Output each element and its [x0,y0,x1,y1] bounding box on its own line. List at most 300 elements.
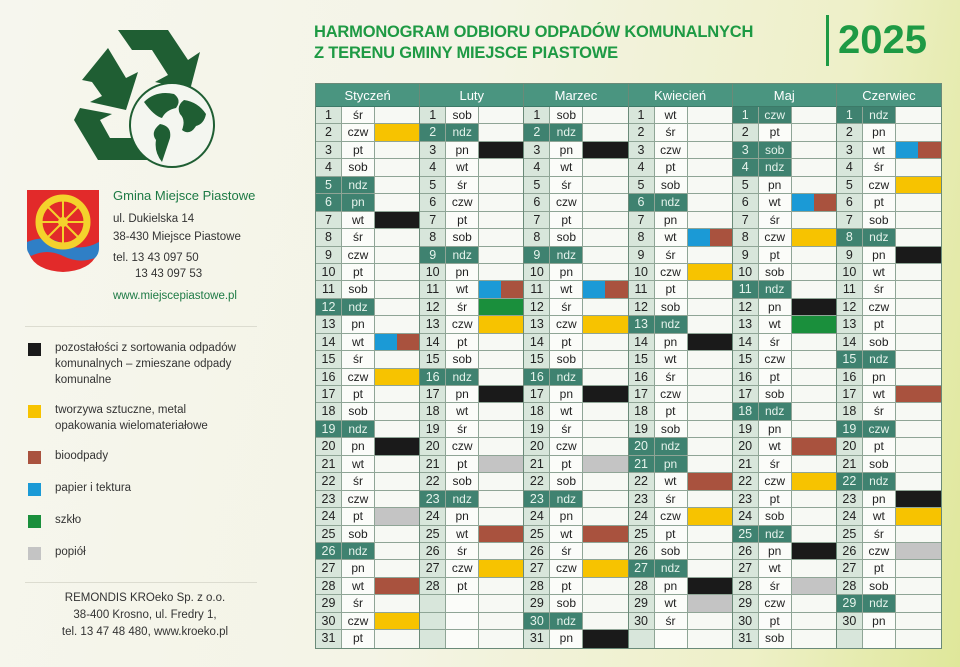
day-number: 30 [629,613,655,629]
collection-marks [583,526,627,542]
weekday: ndz [446,491,479,507]
weekday: czw [342,369,375,385]
day-row [629,630,732,647]
day-number: 4 [837,159,863,175]
collection-mark-brown-icon [397,334,419,350]
day-row [629,403,732,420]
day-row [524,456,627,473]
weekday: wt [759,438,792,454]
collection-mark-yellow-icon [583,316,627,332]
day-row [837,334,941,351]
weekday: śr [759,456,792,472]
day-row [733,421,836,438]
weekday: pt [446,212,479,228]
weekday: sob [446,229,479,245]
collection-marks [375,281,419,297]
collection-marks [375,578,419,594]
collection-marks [792,142,836,158]
collection-marks [896,369,941,385]
day-number: 14 [629,334,655,350]
collection-mark-yellow-icon [479,316,523,332]
collection-marks [792,316,836,332]
day-number: 29 [837,595,863,611]
day-row [629,334,732,351]
day-number: 11 [733,281,759,297]
weekday: ndz [863,229,896,245]
day-number: 16 [316,369,342,385]
collection-marks [583,107,627,123]
day-number: 25 [524,526,550,542]
weekday: czw [759,107,792,123]
collection-marks [583,194,627,210]
collection-marks [583,124,627,140]
day-number: 19 [316,421,342,437]
weekday: wt [655,107,688,123]
weekday: pt [550,212,583,228]
weekday: ndz [655,194,688,210]
collection-marks [896,560,941,576]
day-number: 20 [316,438,342,454]
collection-marks [896,456,941,472]
day-number: 5 [629,177,655,193]
weekday: ndz [550,124,583,140]
collection-marks [792,421,836,437]
day-number: 30 [524,613,550,629]
weekday: pn [342,438,375,454]
day-row [837,351,941,368]
day-number: 15 [733,351,759,367]
weekday: ndz [759,281,792,297]
day-row [629,194,732,211]
weekday: pt [863,438,896,454]
day-row [733,403,836,420]
day-row [524,595,627,612]
weekday: śr [863,403,896,419]
day-number: 7 [629,212,655,228]
day-row [420,124,523,141]
day-number: 28 [524,578,550,594]
weekday: czw [655,264,688,280]
title-line-2: Z TERENU GMINY MIEJSCE PIASTOWE [314,44,618,62]
collection-mark-blue-icon [792,194,814,210]
day-number: 17 [733,386,759,402]
day-number: 14 [524,334,550,350]
collection-marks [583,630,627,647]
day-row [837,526,941,543]
day-row [837,421,941,438]
collection-marks [688,630,732,647]
day-row [733,107,836,124]
weekday: czw [863,543,896,559]
collection-marks [479,403,523,419]
collection-marks [792,299,836,315]
weekday: ndz [342,299,375,315]
collection-mark-blue-icon [583,281,605,297]
day-number: 17 [629,386,655,402]
weekday: sob [759,508,792,524]
collection-marks [479,438,523,454]
collection-marks [688,386,732,402]
weekday: pt [863,560,896,576]
day-number: 9 [837,247,863,263]
day-number: 27 [420,560,446,576]
collection-marks [583,159,627,175]
weekday: pn [655,456,688,472]
day-row [629,124,732,141]
day-number: 10 [629,264,655,280]
weekday: wt [759,560,792,576]
day-number: 13 [837,316,863,332]
day-number: 21 [837,456,863,472]
collection-marks [583,473,627,489]
day-row [837,212,941,229]
collection-mark-black-icon [583,142,627,158]
collection-marks [479,473,523,489]
day-row [316,177,419,194]
weekday: sob [863,334,896,350]
day-row [524,386,627,403]
collection-marks [688,456,732,472]
collection-marks [583,281,627,297]
collection-marks [792,247,836,263]
swatch-blue-icon [28,483,41,496]
day-row [837,438,941,455]
collection-marks [479,526,523,542]
day-row [316,526,419,543]
day-number: 2 [420,124,446,140]
collection-marks [688,142,732,158]
day-row [629,491,732,508]
collection-mark-yellow-icon [375,369,419,385]
collection-marks [896,438,941,454]
weekday: sob [342,403,375,419]
company-info [10,590,280,641]
collection-mark-yellow-icon [792,473,836,489]
collection-mark-gray-icon [896,543,941,559]
weekday: śr [342,473,375,489]
collection-marks [792,508,836,524]
weekday: wt [655,473,688,489]
collection-marks [583,386,627,402]
day-row [420,595,523,612]
day-row [420,229,523,246]
day-row [837,316,941,333]
municipality-phones [113,250,202,282]
collection-mark-brown-icon [583,526,627,542]
weekday: pn [550,508,583,524]
collection-marks [792,526,836,542]
collection-marks [375,316,419,332]
collection-marks [688,264,732,280]
municipality-website-link[interactable]: www.miejscepiastowe.pl [113,290,237,302]
day-row [837,578,941,595]
weekday: śr [550,177,583,193]
weekday: śr [550,299,583,315]
day-number: 13 [420,316,446,332]
collection-mark-black-icon [479,386,523,402]
day-row [316,316,419,333]
collection-marks [896,543,941,559]
weekday: pt [759,124,792,140]
day-number: 2 [316,124,342,140]
weekday: ndz [446,247,479,263]
collection-marks [896,142,941,158]
collection-marks [479,560,523,576]
collection-mark-blue-icon [479,281,501,297]
day-row [316,212,419,229]
day-row [837,630,941,647]
day-number: 8 [733,229,759,245]
day-row [420,264,523,281]
day-number: 19 [524,421,550,437]
day-number: 5 [837,177,863,193]
weekday: sob [863,578,896,594]
day-row [837,403,941,420]
weekday: ndz [759,159,792,175]
weekday: pt [655,526,688,542]
weekday: pn [550,630,583,647]
collection-marks [792,543,836,559]
collection-mark-yellow-icon [896,508,941,524]
weekday: pn [863,491,896,507]
day-number: 27 [629,560,655,576]
day-row [733,473,836,490]
weekday: pt [863,316,896,332]
weekday: sob [342,159,375,175]
day-row [629,526,732,543]
day-row [316,107,419,124]
day-number [420,613,446,629]
day-number: 17 [837,386,863,402]
collection-marks [896,508,941,524]
weekday: pn [446,142,479,158]
divider [25,582,257,583]
collection-mark-black-icon [375,212,419,228]
collection-marks [792,351,836,367]
weekday: ndz [550,369,583,385]
collection-marks [375,299,419,315]
day-number: 6 [837,194,863,210]
day-number: 11 [837,281,863,297]
day-number: 23 [420,491,446,507]
day-number: 1 [420,107,446,123]
weekday: wt [655,229,688,245]
collection-marks [583,247,627,263]
day-number: 22 [420,473,446,489]
collection-marks [479,613,523,629]
day-row [524,473,627,490]
day-row [524,229,627,246]
weekday: pt [550,456,583,472]
day-row [420,613,523,630]
weekday: śr [446,299,479,315]
collection-marks [688,491,732,507]
legend-label: tworzywa sztuczne, metal opakowania wielomateriałowe [55,404,208,432]
weekday: sob [863,456,896,472]
collection-marks [688,107,732,123]
day-number: 29 [629,595,655,611]
day-number: 27 [837,560,863,576]
day-number: 28 [733,578,759,594]
weekday: pn [342,194,375,210]
collection-marks [583,560,627,576]
collection-mark-gray-icon [479,456,523,472]
day-row [420,299,523,316]
collection-mark-yellow-icon [583,560,627,576]
day-row [733,299,836,316]
day-number: 12 [629,299,655,315]
day-number: 9 [524,247,550,263]
collection-mark-blue-icon [688,229,710,245]
day-row [837,177,941,194]
collection-marks [583,142,627,158]
day-row [420,247,523,264]
day-row [629,369,732,386]
municipality-name: Gmina Miejsce Piastowe [113,188,256,203]
weekday: czw [655,508,688,524]
day-row [316,264,419,281]
weekday: pt [342,508,375,524]
day-number: 18 [420,403,446,419]
day-row [420,334,523,351]
day-number: 8 [629,229,655,245]
day-row [316,438,419,455]
collection-marks [688,543,732,559]
weekday: pn [759,421,792,437]
collection-marks [583,595,627,611]
collection-marks [375,351,419,367]
day-number: 10 [733,264,759,280]
day-row [837,543,941,560]
day-row [837,491,941,508]
weekday: ndz [759,526,792,542]
day-number: 31 [316,630,342,647]
day-number: 6 [420,194,446,210]
collection-mark-black-icon [896,247,941,263]
day-row [629,264,732,281]
day-row [524,247,627,264]
day-row [420,281,523,298]
collection-marks [583,334,627,350]
day-row [837,264,941,281]
day-number: 22 [316,473,342,489]
weekday: pt [342,386,375,402]
weekday: śr [759,578,792,594]
weekday: wt [550,159,583,175]
legend-item-mixed [28,340,245,388]
day-row [524,578,627,595]
collection-marks [792,212,836,228]
day-row [420,107,523,124]
weekday: pt [446,578,479,594]
weekday: wt [446,281,479,297]
day-number [629,630,655,647]
collection-marks [375,159,419,175]
day-number: 9 [733,247,759,263]
day-number: 9 [420,247,446,263]
divider [25,326,257,327]
day-row [420,491,523,508]
weekday: wt [550,281,583,297]
day-row [316,560,419,577]
month-column [524,84,628,648]
collection-marks [688,334,732,350]
weekday: czw [550,316,583,332]
weekday: czw [342,491,375,507]
collection-marks [896,351,941,367]
street: ul. Dukielska 14 [113,213,195,225]
weekday: pn [446,386,479,402]
day-number: 24 [733,508,759,524]
collection-mark-black-icon [792,299,836,315]
legend-item-plastics [28,402,245,434]
day-number: 24 [837,508,863,524]
day-row [316,159,419,176]
weekday: sob [446,351,479,367]
weekday: pn [446,508,479,524]
day-number: 25 [316,526,342,542]
month-header: Marzec [524,84,627,107]
weekday: sob [446,473,479,489]
swatch-gray-icon [28,547,41,560]
weekday: czw [446,560,479,576]
day-row [420,473,523,490]
weekday: pt [759,491,792,507]
day-number: 10 [524,264,550,280]
collection-marks [792,491,836,507]
collection-marks [688,421,732,437]
month-header: Luty [420,84,523,107]
day-row [837,508,941,525]
day-row [316,403,419,420]
day-number: 19 [733,421,759,437]
day-number: 13 [733,316,759,332]
recycle-globe-logo-icon [60,20,220,170]
day-row [837,194,941,211]
legend-label: bioodpady [55,450,109,462]
day-row [420,159,523,176]
day-number: 16 [420,369,446,385]
collection-marks [896,526,941,542]
day-row [316,369,419,386]
day-number: 26 [629,543,655,559]
swatch-brown-icon [28,451,41,464]
collection-mark-green-icon [479,299,523,315]
day-row [629,177,732,194]
day-row [524,403,627,420]
day-number: 5 [524,177,550,193]
collection-mark-yellow-icon [479,560,523,576]
collection-marks [792,613,836,629]
municipality-crest-icon [27,190,99,272]
weekday: czw [863,299,896,315]
collection-marks [375,456,419,472]
day-row [524,613,627,630]
day-row [733,316,836,333]
day-row [524,142,627,159]
day-number: 8 [524,229,550,245]
weekday: pn [655,212,688,228]
weekday: sob [863,212,896,228]
day-number: 11 [524,281,550,297]
legend-label: papier i tektura [55,482,132,494]
day-row [316,613,419,630]
day-row [629,247,732,264]
collection-marks [688,299,732,315]
day-row [733,281,836,298]
weekday: pn [759,177,792,193]
day-number: 8 [837,229,863,245]
